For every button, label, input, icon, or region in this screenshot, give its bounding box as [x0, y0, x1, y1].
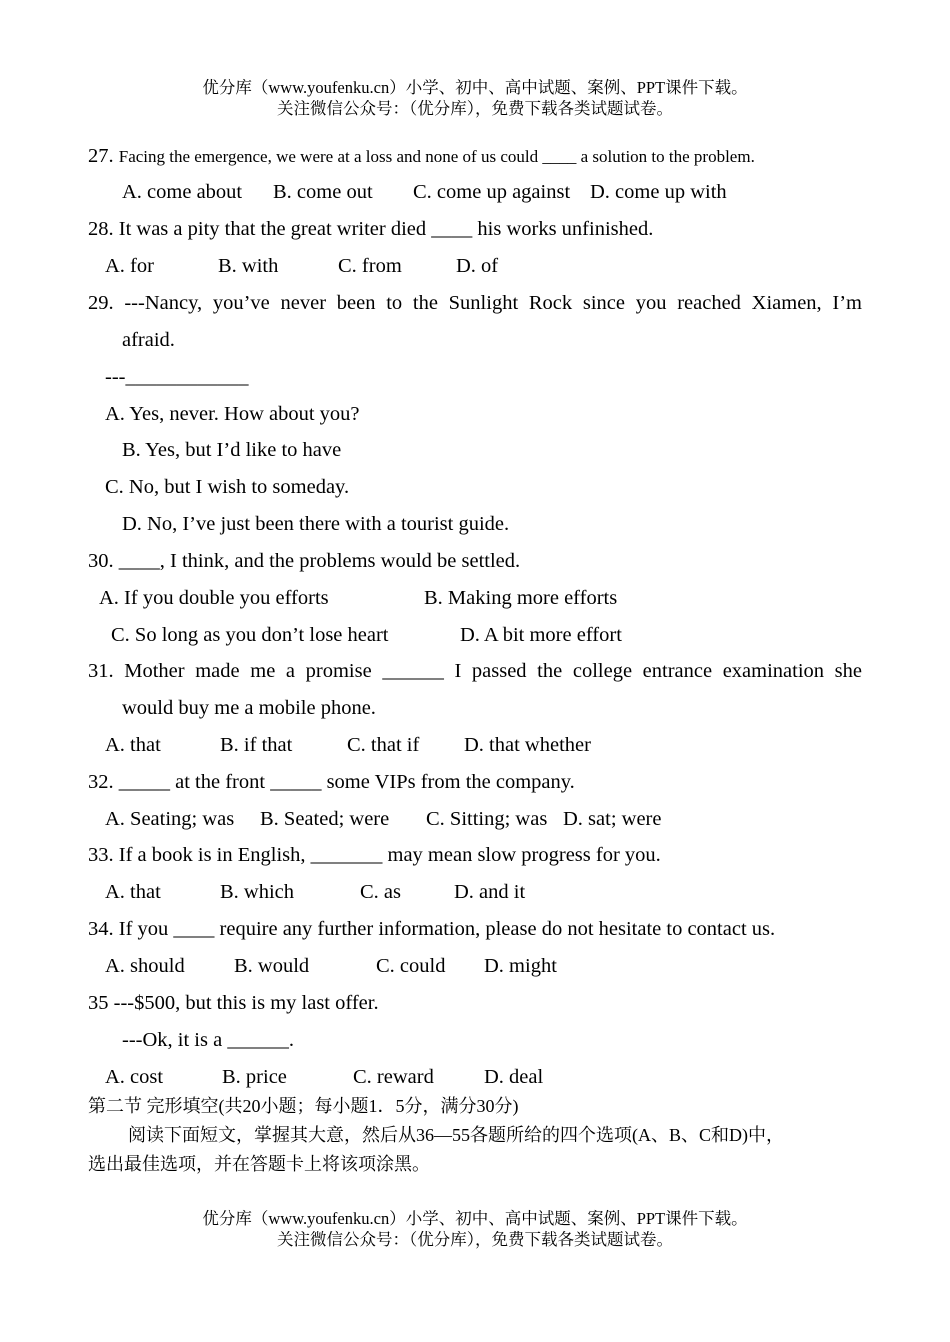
q32-option-a: A. Seating; was — [105, 808, 235, 830]
q32-option-c: C. Sitting; was — [426, 808, 548, 830]
q29-option-b: B. Yes, but I’d like to have — [122, 439, 342, 461]
q30-option-a: A. If you double you efforts — [99, 587, 329, 609]
q28-option-c: C. from — [338, 255, 402, 277]
section-title: 第二节 完形填空(共20小题；每小题1．5分，满分30分) — [88, 1096, 519, 1116]
q32-option-d: D. sat; were — [563, 808, 662, 830]
question-27-stem: Facing the emergence, we were at a loss and none of us could ____ a solution to the problem. — [118, 147, 755, 166]
question-34-stem: 34. If you ____ require any further information, please do not hesitate to contact us. — [88, 918, 776, 940]
q33-option-c: C. as — [360, 881, 401, 903]
q35-option-d: D. deal — [484, 1066, 544, 1088]
q29-option-c: C. No, but I wish to someday. — [105, 476, 350, 498]
q34-option-d: D. might — [484, 955, 557, 977]
q31-option-c: C. that if — [347, 734, 420, 756]
q30-option-b: B. Making more efforts — [424, 587, 618, 609]
question-32-stem: 32. _____ at the front _____ some VIPs from the company. — [88, 771, 575, 793]
q31-option-a: A. that — [105, 734, 161, 756]
question-31-stem-line-2: would buy me a mobile phone. — [122, 697, 376, 719]
q28-option-b: B. with — [218, 255, 279, 277]
q29-option-d: D. No, I’ve just been there with a tourist guide. — [122, 513, 510, 535]
q28-option-d: D. of — [456, 255, 499, 277]
header-line-2: 关注微信公众号：（优分库），免费下载各类试题试卷。 — [277, 99, 673, 118]
section-instruction-line-2: 选出最佳选项，并在答题卡上将该项涂黑。 — [88, 1154, 430, 1174]
question-31-stem-line-1: 31. Mother made me a promise ______ I passed the college entrance examination she — [88, 660, 862, 682]
q27-option-a: A. come about — [122, 181, 243, 203]
q31-option-b: B. if that — [220, 734, 293, 756]
header-line-1: 优分库（www.youfenku.cn）小学、初中、高中试题、案例、PPT课件下载。 — [202, 78, 748, 97]
question-28-stem: 28. It was a pity that the great writer died ____ his works unfinished. — [88, 218, 654, 240]
q27-option-b: B. come out — [273, 181, 373, 203]
q29-option-a: A. Yes, never. How about you? — [105, 403, 360, 425]
question-35-stem: 35 ---$500, but this is my last offer. — [88, 992, 379, 1014]
question-29-response: ---____________ — [105, 366, 249, 388]
q30-option-d: D. A bit more effort — [460, 624, 622, 646]
q34-option-c: C. could — [376, 955, 446, 977]
q28-option-a: A. for — [105, 255, 154, 277]
footer-line-2: 关注微信公众号：（优分库），免费下载各类试题试卷。 — [277, 1230, 673, 1249]
footer-line-1: 优分库（www.youfenku.cn）小学、初中、高中试题、案例、PPT课件下载。 — [202, 1209, 748, 1228]
question-27 — [88, 143, 755, 170]
q27-option-d: D. come up with — [590, 181, 727, 203]
section-instruction-line-1: 阅读下面短文，掌握其大意，然后从36—55各题所给的四个选项(A、B、C和D)中， — [128, 1125, 784, 1145]
question-35-response: ---Ok, it is a ______. — [122, 1029, 294, 1051]
q35-option-a: A. cost — [105, 1066, 164, 1088]
question-29-stem-line-1: 29. ---Nancy, you’ve never been to the Sunlight Rock since you reached Xiamen, I’m — [88, 292, 862, 314]
question-27-number: 27. — [88, 145, 114, 167]
q27-option-c: C. come up against — [413, 181, 571, 203]
question-33-stem: 33. If a book is in English, _______ may mean slow progress for you. — [88, 844, 661, 866]
q31-option-d: D. that whether — [464, 734, 591, 756]
q32-option-b: B. Seated; were — [260, 808, 390, 830]
question-29-stem-line-2: afraid. — [122, 329, 175, 351]
q33-option-d: D. and it — [454, 881, 526, 903]
q35-option-c: C. reward — [353, 1066, 434, 1088]
q34-option-b: B. would — [234, 955, 310, 977]
q35-option-b: B. price — [222, 1066, 287, 1088]
q34-option-a: A. should — [105, 955, 185, 977]
q33-option-a: A. that — [105, 881, 161, 903]
q33-option-b: B. which — [220, 881, 295, 903]
question-30-stem: 30. ____, I think, and the problems would be settled. — [88, 550, 521, 572]
q30-option-c: C. So long as you don’t lose heart — [111, 624, 389, 646]
